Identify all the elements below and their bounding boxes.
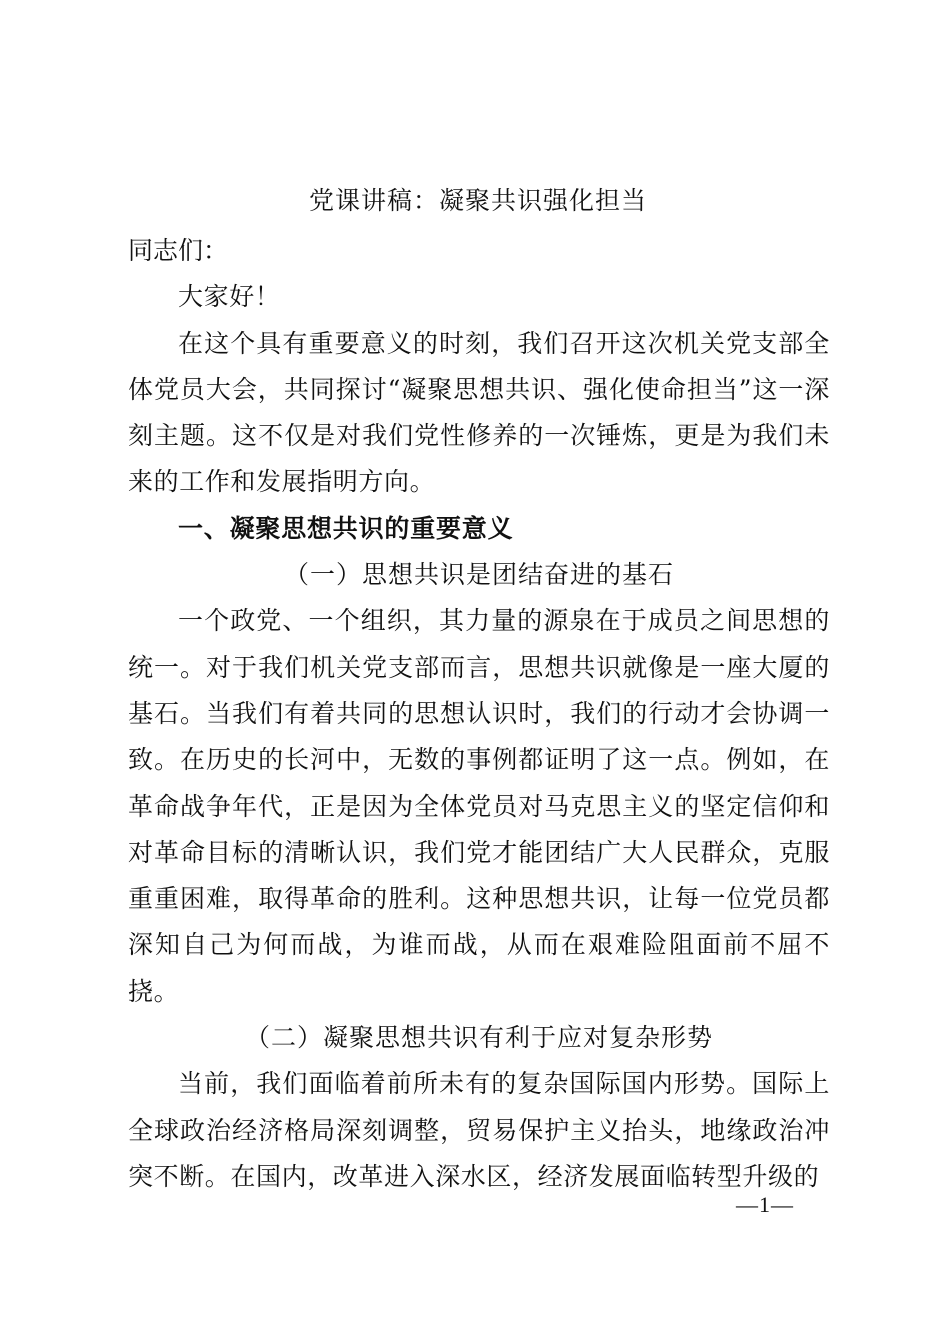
section-heading-1: 一、凝聚思想共识的重要意义 [178, 513, 514, 543]
subsection-heading-1: （一）思想共识是团结奋进的基石 [283, 560, 674, 590]
salutation: 同志们： [128, 236, 229, 265]
greeting: 大家好！ [178, 282, 281, 312]
subsection-paragraph-2: 当前，我们面临着前所未有的复杂国际国内形势。国际上全球政治经济格局深刻调整，贸易保护主义抬头，地缘政治冲突不断。在国内，改革进入深水区，经济发展面临转型升级的 [128, 1069, 830, 1191]
page-number: —1— [736, 1192, 794, 1217]
intro-paragraph: 在这个具有重要意义的时刻，我们召开这次机关党支部全体党员大会，共同探讨“凝聚思想共识、强化使命担当”这一深刻主题。这不仅是对我们党性修养的一次锤炼，更是为我们未来的工作和发展指明方向。 [128, 328, 830, 497]
subsection-heading-2: （二）凝聚思想共识有利于应对复杂形势 [244, 1023, 713, 1053]
subsection-paragraph-1: 一个政党、一个组织，其力量的源泉在于成员之间思想的统一。对于我们机关党支部而言，思想共识就像是一座大厦的基石。当我们有着共同的思想认识时，我们的行动才会协调一致。在历史的长河中，无数的事例都证明了这一点。例如，在革命战争年代，正是因为全体党员对马克思主义的坚定信仰和对革命目标的清晰认识，我们党才能团结广大人民群众，克服重重困难，取得革命的胜利。这种思想共识，让每一位党员都深知自己为何而战，为谁而战，从而在艰难险阻面前不屈不挠。 [128, 606, 830, 1006]
document-body [128, 228, 830, 1200]
document-title: 党课讲稿：凝聚共识强化担当 [308, 186, 647, 215]
